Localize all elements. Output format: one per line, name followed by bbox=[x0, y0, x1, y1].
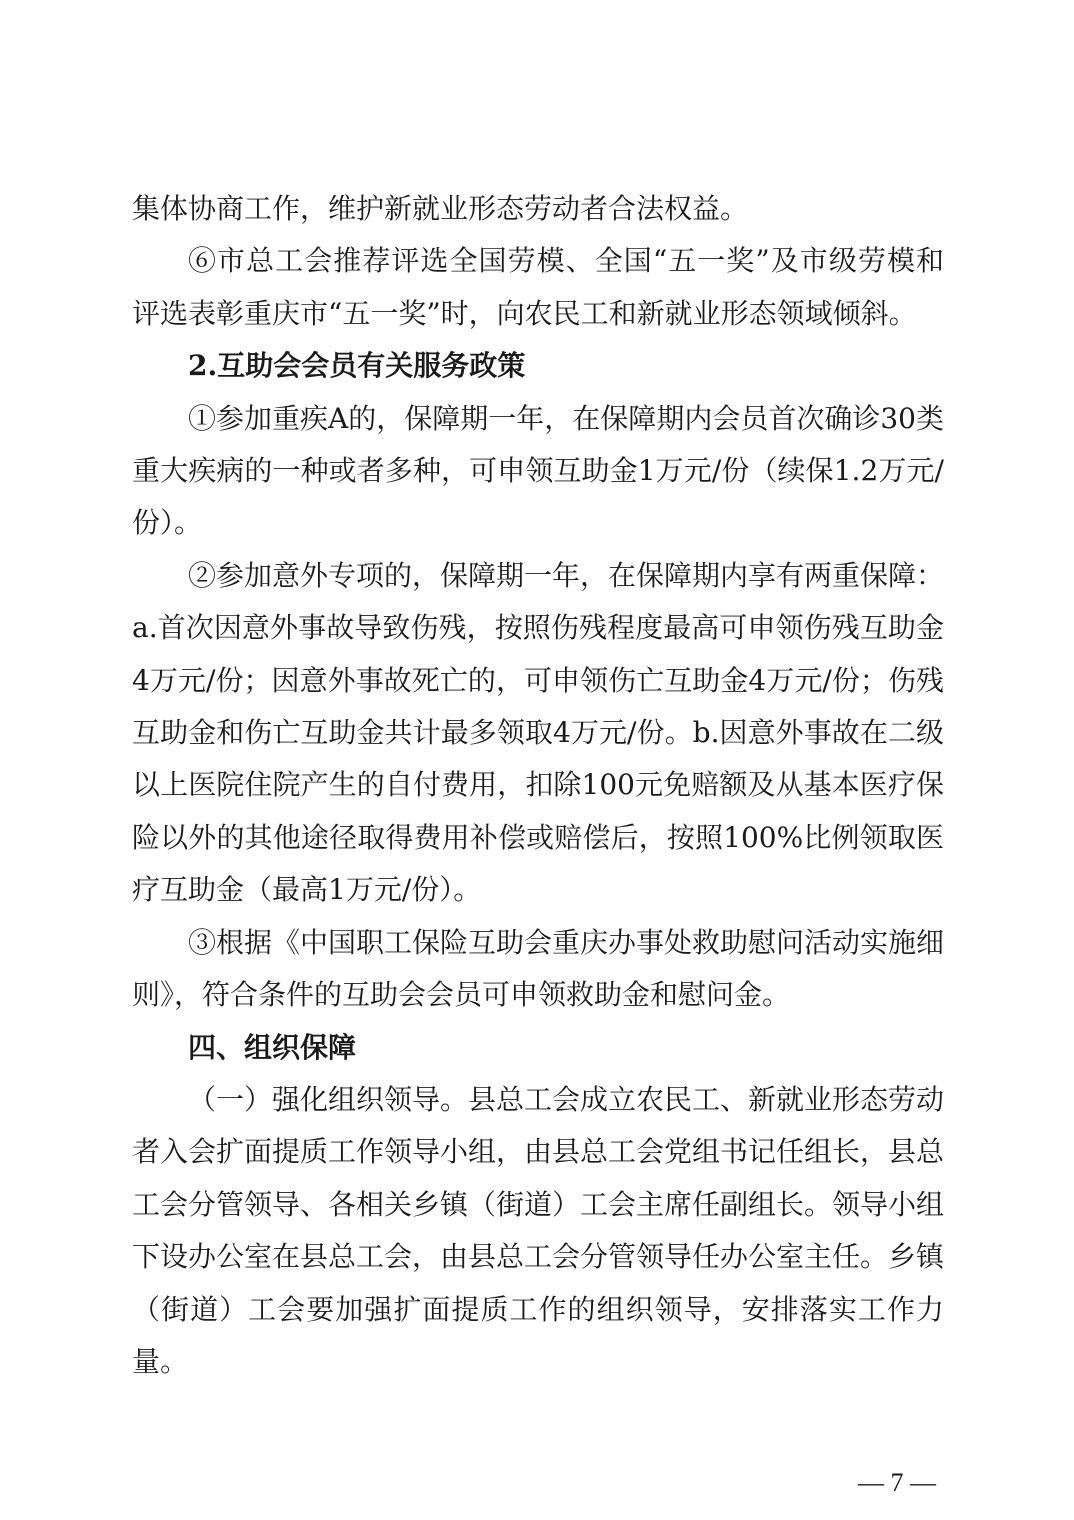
page-number: — 7 — bbox=[858, 1468, 936, 1497]
paragraph-organization-leadership: （一）强化组织领导。县总工会成立农民工、新就业形态劳动者入会扩面提质工作领导小组，由县总工会党组书记任组长，县总工会分管领导、各相关乡镇（街道）工会主席任副组长。领导小组下设办公室在县总工会，由县总工会分管领导任办公室主任。乡镇（街道）工会要加强扩面提质工作的组织领导，安排落实工作力量。 bbox=[132, 1082, 945, 1378]
section-heading-mutual-aid: 2.互助会会员有关服务政策 bbox=[188, 349, 526, 383]
section-heading-organization: 四、组织保障 bbox=[188, 1030, 357, 1064]
document-body bbox=[132, 183, 944, 1388]
paragraph-item-2: ②参加意外专项的，保障期一年，在保障期内享有两重保障：a.首次因意外事故导致伤残，按照伤残程度最高可申领伤残互助金4万元/份；因意外事故死亡的，可申领伤亡互助金4万元/份；伤残互助金和伤亡互助金共计最多领取4万元/份。b.因意外事故在二级以上医院住院产生的自付费用，扣除100元免赔额及从基本医疗保险以外的其他途径取得费用补偿或赔偿后，按照100%比例领取医疗互助金（最高1万元/份）。 bbox=[132, 558, 945, 907]
paragraph-item-1: ①参加重疾A的，保障期一年，在保障期内会员首次确诊30类重大疾病的一种或者多种，可申领互助金1万元/份（续保1.2万元/份）。 bbox=[132, 401, 944, 540]
paragraph-continued: 集体协商工作，维护新就业形态劳动者合法权益。 bbox=[132, 192, 749, 225]
paragraph-item-3: ③根据《中国职工保险互助会重庆办事处救助慰问活动实施细则》，符合条件的互助会会员可申领救助金和慰问金。 bbox=[132, 925, 945, 1012]
paragraph-item-6: ⑥市总工会推荐评选全国劳模、全国“五一奖”及市级劳模和评选表彰重庆市“五一奖”时，向农民工和新就业形态领域倾斜。 bbox=[132, 244, 944, 330]
